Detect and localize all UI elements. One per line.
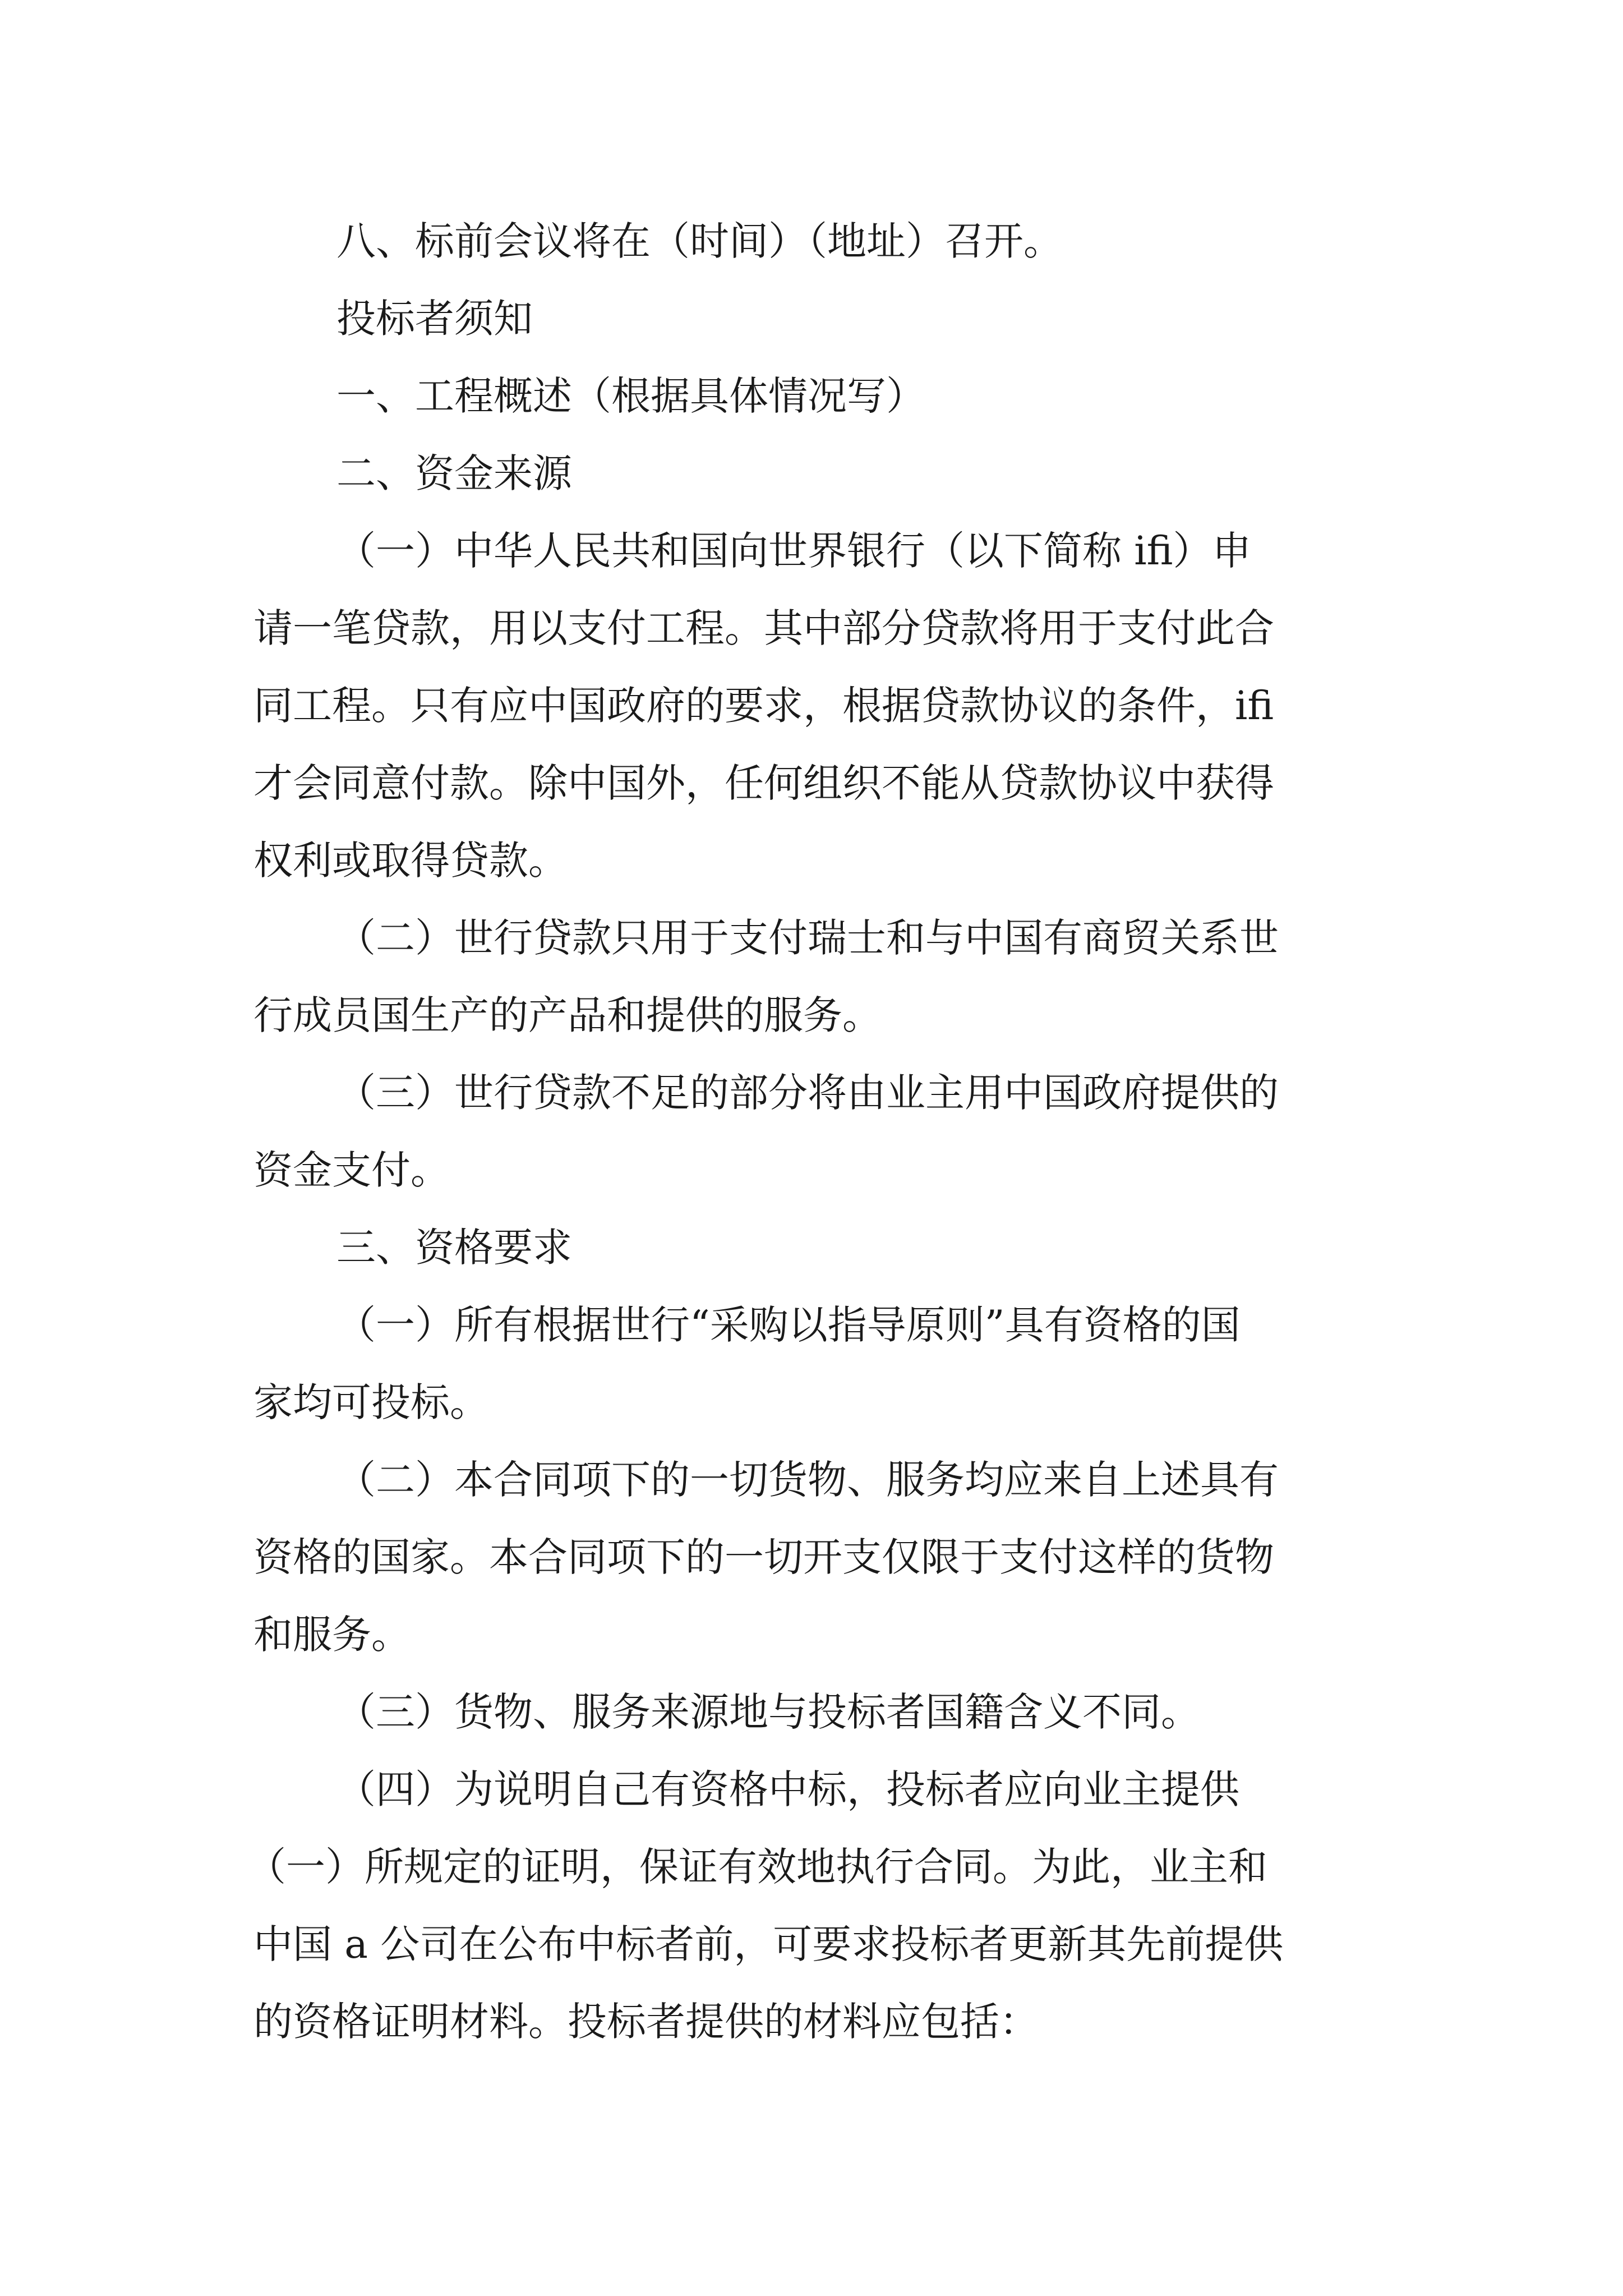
section-heading: 二、资金来源 [336, 450, 572, 496]
paragraph-line: （一）中华人民共和国向世界银行（以下简称 ifi）申 [336, 528, 1252, 574]
paragraph-line: 家均可投标。 [253, 1379, 489, 1425]
paragraph-line: （一）所有根据世行“采购以指导原则”具有资格的国 [336, 1302, 1241, 1348]
paragraph-line: 才会同意付款。除中国外，任何组织不能从贷款协议中获得 [253, 760, 1274, 806]
paragraph-line: 的资格证明材料。投标者提供的材料应包括： [253, 1999, 1039, 2045]
paragraph-line: 中国 a 公司在公布中标者前，可要求投标者更新其先前提供 [253, 1921, 1284, 1967]
paragraph-line: （三）世行贷款不足的部分将由业主用中国政府提供的 [336, 1070, 1279, 1116]
paragraph-line: 资金支付。 [253, 1147, 450, 1193]
paragraph-line: 和服务。 [253, 1612, 411, 1658]
section-heading: 三、资格要求 [336, 1225, 572, 1271]
paragraph-line: （四）为说明自己有资格中标，投标者应向业主提供 [336, 1766, 1239, 1812]
paragraph-line: 八、标前会议将在（时间）（地址）召开。 [336, 218, 1063, 264]
paragraph-line: （三）货物、服务来源地与投标者国籍含义不同。 [336, 1689, 1200, 1735]
paragraph-line: （二）世行贷款只用于支付瑞士和与中国有商贸关系世 [336, 915, 1279, 961]
section-heading: 一、工程概述（根据具体情况写） [336, 373, 925, 419]
paragraph-line: 资格的国家。本合同项下的一切开支仅限于支付这样的货物 [253, 1534, 1274, 1580]
paragraph-line: 权利或取得贷款。 [253, 838, 568, 884]
section-heading: 投标者须知 [336, 296, 533, 342]
paragraph-line: （二）本合同项下的一切货物、服务均应来自上述具有 [336, 1457, 1279, 1503]
paragraph-line: 请一笔贷款，用以支付工程。其中部分贷款将用于支付此合 [253, 605, 1274, 651]
paragraph-line: 同工程。只有应中国政府的要求，根据贷款协议的条件，ifi [253, 683, 1274, 729]
paragraph-line: 行成员国生产的产品和提供的服务。 [253, 992, 882, 1038]
paragraph-line: （一）所规定的证明，保证有效地执行合同。为此，业主和 [247, 1844, 1267, 1890]
